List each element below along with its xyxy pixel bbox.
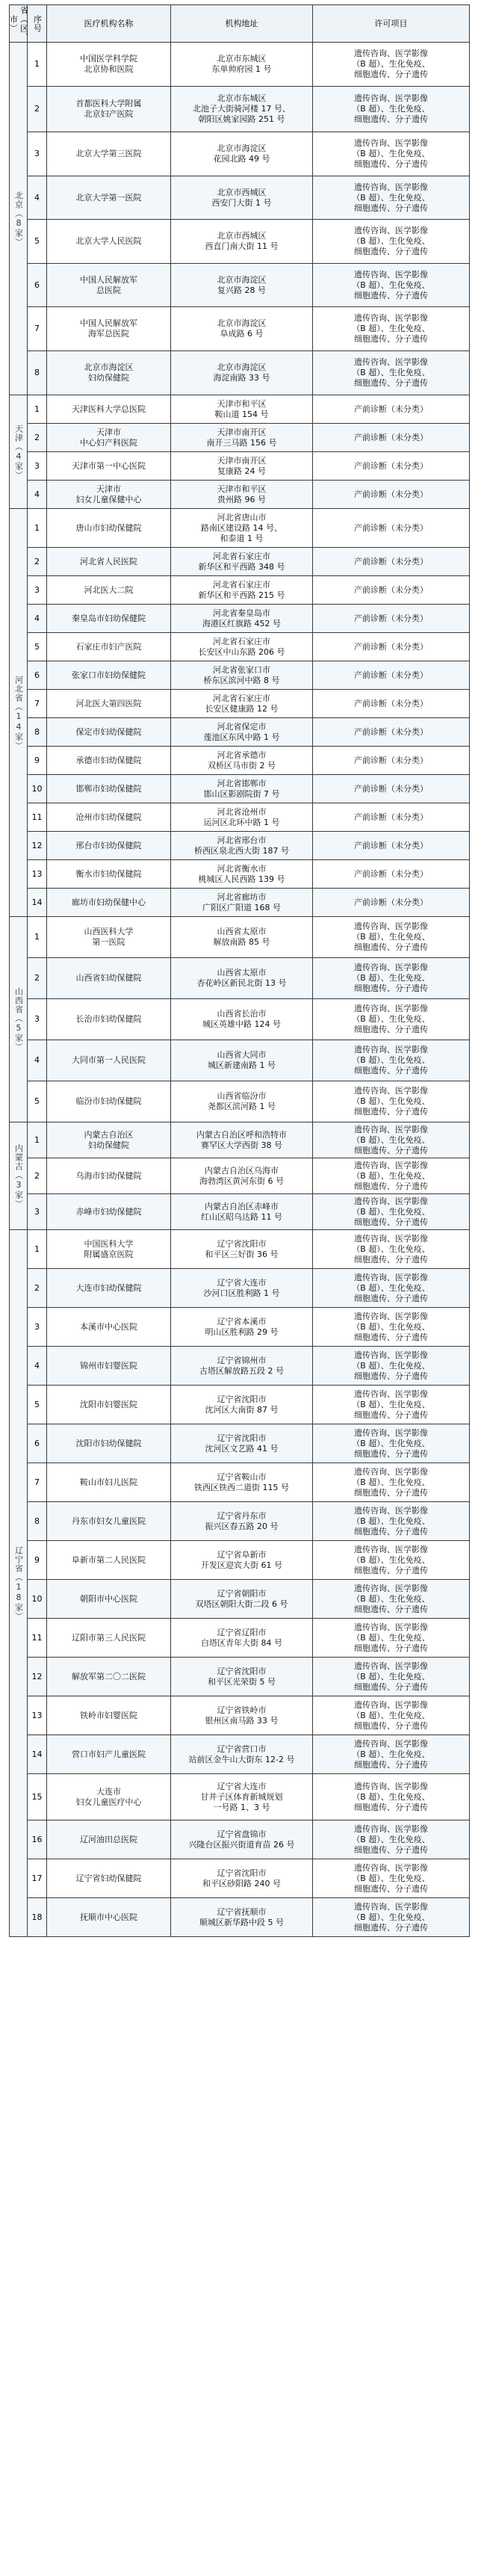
header-name: 医疗机构名称 — [47, 5, 171, 43]
row-index-cell: 13 — [28, 1696, 47, 1735]
license-items-cell: 遗传咨询、医学影像 （B 超）、生化免疫、 细胞遗传、分子遗传 — [313, 1194, 470, 1230]
institution-name-cell: 河北医大第四医院 — [47, 690, 171, 718]
institution-name-cell: 阜新市第二人民医院 — [47, 1541, 171, 1580]
row-index-cell: 7 — [28, 1463, 47, 1502]
institution-name-cell: 中国人民解放军 总医院 — [47, 264, 171, 307]
institution-address-cell: 辽宁省阜新市 开发区迎宾大街 61 号 — [171, 1541, 313, 1580]
table-row — [10, 889, 470, 917]
institution-name-cell: 河北医大二院 — [47, 576, 171, 605]
institution-name-cell: 乌海市妇幼保健院 — [47, 1158, 171, 1194]
license-items-cell: 遗传咨询、医学影像 （B 超）、生化免疫、 细胞遗传、分子遗传 — [313, 176, 470, 220]
institution-address-cell: 河北省邢台市 桥西区泉北西大街 187 号 — [171, 832, 313, 860]
row-index-cell: 15 — [28, 1774, 47, 1820]
province-cell: 河北省（14家） — [10, 509, 28, 917]
row-index-cell: 1 — [28, 1122, 47, 1158]
row-index-cell: 4 — [28, 1040, 47, 1081]
row-index-cell: 2 — [28, 1158, 47, 1194]
institution-name-cell: 石家庄市妇产医院 — [47, 633, 171, 661]
institution-address-cell: 辽宁省大连市 沙河口区胜利路 1 号 — [171, 1269, 313, 1308]
license-items-cell: 遗传咨询、医学影像 （B 超）、生化免疫、 细胞遗传、分子遗传 — [313, 1081, 470, 1122]
license-items-cell: 产前诊断（未分类） — [313, 576, 470, 605]
row-index-cell: 6 — [28, 264, 47, 307]
license-items-cell: 产前诊断（未分类） — [313, 775, 470, 803]
row-index-cell: 5 — [28, 633, 47, 661]
institution-name-cell: 大同市第一人民医院 — [47, 1040, 171, 1081]
table-row — [10, 1898, 470, 1937]
table-row — [10, 1386, 470, 1424]
institution-address-cell: 山西省大同市 城区新建南路 1 号 — [171, 1040, 313, 1081]
institution-name-cell: 铁岭市妇婴医院 — [47, 1696, 171, 1735]
license-items-cell: 产前诊断（未分类） — [313, 832, 470, 860]
row-index-cell: 1 — [28, 395, 47, 424]
institution-name-cell: 邯郸市妇幼保健院 — [47, 775, 171, 803]
row-index-cell: 10 — [28, 775, 47, 803]
row-index-cell: 3 — [28, 132, 47, 176]
table-row — [10, 661, 470, 690]
table-row — [10, 1463, 470, 1502]
institution-address-cell: 北京市西城区 西直门南大街 11 号 — [171, 220, 313, 264]
row-index-cell: 18 — [28, 1898, 47, 1937]
row-index-cell: 1 — [28, 917, 47, 958]
table-row — [10, 176, 470, 220]
row-index-cell: 8 — [28, 718, 47, 747]
row-index-cell: 2 — [28, 424, 47, 452]
institution-name-cell: 沧州市妇幼保健院 — [47, 803, 171, 832]
institution-name-cell: 抚顺市中心医院 — [47, 1898, 171, 1937]
institution-name-cell: 河北省人民医院 — [47, 548, 171, 576]
institution-name-cell: 首都医科大学附属 北京妇产医院 — [47, 87, 171, 132]
header-province: 省（区、市） — [8, 5, 29, 42]
institution-address-cell: 内蒙古自治区呼和浩特市 赛罕区大学西街 38 号 — [171, 1122, 313, 1158]
row-index-cell: 1 — [28, 509, 47, 548]
license-items-cell: 遗传咨询、医学影像 （B 超）、生化免疫、 细胞遗传、分子遗传 — [313, 1820, 470, 1859]
institution-address-cell: 河北省石家庄市 新华区和平西路 348 号 — [171, 548, 313, 576]
institution-name-cell: 北京大学第三医院 — [47, 132, 171, 176]
institution-address-cell: 河北省唐山市 路南区建设路 14 号、 和泰道 1 号 — [171, 509, 313, 548]
license-items-cell: 产前诊断（未分类） — [313, 509, 470, 548]
institution-address-cell: 山西省太原市 杏花岭区新民北街 13 号 — [171, 958, 313, 999]
institution-name-cell: 北京大学人民医院 — [47, 220, 171, 264]
row-index-cell: 11 — [28, 1619, 47, 1658]
license-items-cell: 遗传咨询、医学影像 （B 超）、生化免疫、 细胞遗传、分子遗传 — [313, 1308, 470, 1347]
license-items-cell: 遗传咨询、医学影像 （B 超）、生化免疫、 细胞遗传、分子遗传 — [313, 1463, 470, 1502]
row-index-cell: 4 — [28, 176, 47, 220]
institution-address-cell: 辽宁省沈阳市 沈河区文艺路 41 号 — [171, 1424, 313, 1463]
row-index-cell: 12 — [28, 1658, 47, 1696]
row-index-cell: 5 — [28, 1386, 47, 1424]
table-row — [10, 1735, 470, 1774]
row-index-cell: 4 — [28, 1347, 47, 1386]
license-items-cell: 遗传咨询、医学影像 （B 超）、生化免疫、 细胞遗传、分子遗传 — [313, 1696, 470, 1735]
institution-address-cell: 辽宁省沈阳市 和平区光荣街 5 号 — [171, 1658, 313, 1696]
institution-address-cell: 内蒙古自治区赤峰市 红山区昭乌达路 11 号 — [171, 1194, 313, 1230]
institution-address-cell: 河北省张家口市 桥东区滨河中路 8 号 — [171, 661, 313, 690]
institution-address-cell: 辽宁省辽阳市 白塔区青年大街 84 号 — [171, 1619, 313, 1658]
province-cell: 内蒙古（3家） — [10, 1122, 28, 1230]
institution-address-cell: 辽宁省本溪市 明山区胜利路 29 号 — [171, 1308, 313, 1347]
table-row — [10, 1580, 470, 1619]
table-row — [10, 1194, 470, 1230]
institution-name-cell: 天津市 妇女儿童保健中心 — [47, 481, 171, 509]
row-index-cell: 3 — [28, 576, 47, 605]
license-items-cell: 遗传咨询、医学影像 （B 超）、生化免疫、 细胞遗传、分子遗传 — [313, 1859, 470, 1898]
institution-address-cell: 辽宁省盘锦市 兴隆台区振兴街道育苗 26 号 — [171, 1820, 313, 1859]
table-row — [10, 605, 470, 633]
institution-address-cell: 河北省保定市 莲池区东风中路 1 号 — [171, 718, 313, 747]
license-items-cell: 遗传咨询、医学影像 （B 超）、生化免疫、 细胞遗传、分子遗传 — [313, 1898, 470, 1937]
row-index-cell: 4 — [28, 605, 47, 633]
table-row — [10, 1619, 470, 1658]
table-row — [10, 1122, 470, 1158]
table-row — [10, 747, 470, 775]
row-index-cell: 3 — [28, 999, 47, 1040]
institution-name-cell: 辽宁省妇幼保健院 — [47, 1859, 171, 1898]
institution-address-cell: 辽宁省营口市 站前区金牛山大街东 12-2 号 — [171, 1735, 313, 1774]
table-row — [10, 1859, 470, 1898]
table-row — [10, 1269, 470, 1308]
table-row — [10, 999, 470, 1040]
institution-name-cell: 鞍山市妇儿医院 — [47, 1463, 171, 1502]
table-row — [10, 633, 470, 661]
header-address: 机构地址 — [171, 5, 313, 43]
institution-address-cell: 河北省秦皇岛市 海港区红旗路 452 号 — [171, 605, 313, 633]
row-index-cell: 11 — [28, 803, 47, 832]
table-row — [10, 1658, 470, 1696]
header-license: 许可项目 — [313, 5, 470, 43]
institution-address-cell: 山西省长治市 城区英雄中路 124 号 — [171, 999, 313, 1040]
institution-address-cell: 北京市海淀区 阜成路 6 号 — [171, 307, 313, 351]
institution-address-cell: 北京市海淀区 复兴路 28 号 — [171, 264, 313, 307]
license-items-cell: 遗传咨询、医学影像 （B 超）、生化免疫、 细胞遗传、分子遗传 — [313, 307, 470, 351]
institution-name-cell: 秦皇岛市妇幼保健院 — [47, 605, 171, 633]
institution-name-cell: 中国医学科学院 北京协和医院 — [47, 43, 171, 87]
license-items-cell: 遗传咨询、医学影像 （B 超）、生化免疫、 细胞遗传、分子遗传 — [313, 1269, 470, 1308]
license-items-cell: 遗传咨询、医学影像 （B 超）、生化免疫、 细胞遗传、分子遗传 — [313, 1040, 470, 1081]
institution-address-cell: 内蒙古自治区乌海市 海勃湾区黄河东街 6 号 — [171, 1158, 313, 1194]
license-items-cell: 产前诊断（未分类） — [313, 889, 470, 917]
row-index-cell: 7 — [28, 307, 47, 351]
institution-name-cell: 山西医科大学 第一医院 — [47, 917, 171, 958]
license-items-cell: 遗传咨询、医学影像 （B 超）、生化免疫、 细胞遗传、分子遗传 — [313, 1158, 470, 1194]
license-items-cell: 遗传咨询、医学影像 （B 超）、生化免疫、 细胞遗传、分子遗传 — [313, 1580, 470, 1619]
license-items-cell: 遗传咨询、医学影像 （B 超）、生化免疫、 细胞遗传、分子遗传 — [313, 1386, 470, 1424]
table-row — [10, 220, 470, 264]
row-index-cell: 8 — [28, 351, 47, 395]
institution-address-cell: 辽宁省朝阳市 双塔区朝阳大街二段 6 号 — [171, 1580, 313, 1619]
license-items-cell: 产前诊断（未分类） — [313, 661, 470, 690]
institution-name-cell: 营口市妇产儿童医院 — [47, 1735, 171, 1774]
institution-address-cell: 山西省临汾市 尧都区滨河路 1 号 — [171, 1081, 313, 1122]
license-items-cell: 遗传咨询、医学影像 （B 超）、生化免疫、 细胞遗传、分子遗传 — [313, 220, 470, 264]
institution-name-cell: 保定市妇幼保健院 — [47, 718, 171, 747]
table-row — [10, 1308, 470, 1347]
province-cell: 北京（8家） — [10, 43, 28, 395]
table-row — [10, 395, 470, 424]
table-row — [10, 548, 470, 576]
province-cell: 天津（4家） — [10, 395, 28, 509]
license-items-cell: 产前诊断（未分类） — [313, 690, 470, 718]
table-row — [10, 1347, 470, 1386]
row-index-cell: 2 — [28, 87, 47, 132]
row-index-cell: 2 — [28, 1269, 47, 1308]
institution-address-cell: 辽宁省沈阳市 沈河区大南街 87 号 — [171, 1386, 313, 1424]
institution-address-cell: 天津市和平区 贵州路 96 号 — [171, 481, 313, 509]
table-row — [10, 307, 470, 351]
license-items-cell: 产前诊断（未分类） — [313, 395, 470, 424]
license-items-cell: 产前诊断（未分类） — [313, 747, 470, 775]
table-row — [10, 832, 470, 860]
table-row — [10, 690, 470, 718]
table-row — [10, 1502, 470, 1541]
license-items-cell: 产前诊断（未分类） — [313, 633, 470, 661]
institution-name-cell: 沈阳市妇幼保健院 — [47, 1424, 171, 1463]
license-items-cell: 遗传咨询、医学影像 （B 超）、生化免疫、 细胞遗传、分子遗传 — [313, 1502, 470, 1541]
table-row — [10, 803, 470, 832]
license-items-cell: 产前诊断（未分类） — [313, 452, 470, 481]
row-index-cell: 17 — [28, 1859, 47, 1898]
institution-address-cell: 河北省石家庄市 长安区中山东路 206 号 — [171, 633, 313, 661]
institution-name-cell: 北京市海淀区 妇幼保健院 — [47, 351, 171, 395]
license-items-cell: 遗传咨询、医学影像 （B 超）、生化免疫、 细胞遗传、分子遗传 — [313, 87, 470, 132]
table-row — [10, 509, 470, 548]
license-items-cell: 遗传咨询、医学影像 （B 超）、生化免疫、 细胞遗传、分子遗传 — [313, 1230, 470, 1269]
row-index-cell: 9 — [28, 1541, 47, 1580]
table-row — [10, 351, 470, 395]
table-row — [10, 132, 470, 176]
institution-name-cell: 赤峰市妇幼保健院 — [47, 1194, 171, 1230]
table-row — [10, 958, 470, 999]
table-row — [10, 424, 470, 452]
institution-name-cell: 山西省妇幼保健院 — [47, 958, 171, 999]
table-row — [10, 1424, 470, 1463]
institution-name-cell: 邢台市妇幼保健院 — [47, 832, 171, 860]
institution-name-cell: 长治市妇幼保健院 — [47, 999, 171, 1040]
institution-name-cell: 天津市 中心妇产科医院 — [47, 424, 171, 452]
table-row — [10, 1820, 470, 1859]
license-items-cell: 遗传咨询、医学影像 （B 超）、生化免疫、 细胞遗传、分子遗传 — [313, 1735, 470, 1774]
row-index-cell: 3 — [28, 452, 47, 481]
row-index-cell: 12 — [28, 832, 47, 860]
institution-name-cell: 本溪市中心医院 — [47, 1308, 171, 1347]
institution-address-cell: 河北省石家庄市 长安区健康路 12 号 — [171, 690, 313, 718]
institution-address-cell: 北京市海淀区 海淀南路 33 号 — [171, 351, 313, 395]
institution-address-cell: 辽宁省鞍山市 铁西区铁西二道街 115 号 — [171, 1463, 313, 1502]
institution-name-cell: 衡水市妇幼保健院 — [47, 860, 171, 889]
table-row — [10, 481, 470, 509]
institution-address-cell: 辽宁省抚顺市 顺城区新华路中段 5 号 — [171, 1898, 313, 1937]
license-items-cell: 遗传咨询、医学影像 （B 超）、生化免疫、 细胞遗传、分子遗传 — [313, 132, 470, 176]
table-row — [10, 452, 470, 481]
table-row — [10, 576, 470, 605]
table-row — [10, 43, 470, 87]
license-items-cell: 产前诊断（未分类） — [313, 860, 470, 889]
license-items-cell: 产前诊断（未分类） — [313, 605, 470, 633]
institution-address-cell: 河北省沧州市 运河区北环中路 1 号 — [171, 803, 313, 832]
license-items-cell: 产前诊断（未分类） — [313, 481, 470, 509]
institution-name-cell: 北京大学第一医院 — [47, 176, 171, 220]
header-index: 序号 — [28, 5, 47, 43]
license-items-cell: 产前诊断（未分类） — [313, 548, 470, 576]
row-index-cell: 9 — [28, 747, 47, 775]
table-row — [10, 1040, 470, 1081]
institution-address-cell: 河北省邯郸市 邯山区影剧院街 7 号 — [171, 775, 313, 803]
license-items-cell: 遗传咨询、医学影像 （B 超）、生化免疫、 细胞遗传、分子遗传 — [313, 264, 470, 307]
province-cell: 山西省（5家） — [10, 917, 28, 1122]
license-items-cell: 遗传咨询、医学影像 （B 超）、生化免疫、 细胞遗传、分子遗传 — [313, 958, 470, 999]
institution-address-cell: 天津市和平区 鞍山道 154 号 — [171, 395, 313, 424]
institution-name-cell: 承德市妇幼保健院 — [47, 747, 171, 775]
license-items-cell: 产前诊断（未分类） — [313, 803, 470, 832]
license-items-cell: 遗传咨询、医学影像 （B 超）、生化免疫、 细胞遗传、分子遗传 — [313, 1424, 470, 1463]
table-row — [10, 775, 470, 803]
row-index-cell: 3 — [28, 1194, 47, 1230]
institution-name-cell: 解放军第二〇二医院 — [47, 1658, 171, 1696]
institution-address-cell: 辽宁省沈阳市 和平区砂阳路 240 号 — [171, 1859, 313, 1898]
institution-name-cell: 大连市妇幼保健院 — [47, 1269, 171, 1308]
institution-address-cell: 辽宁省沈阳市 和平区三好街 36 号 — [171, 1230, 313, 1269]
row-index-cell: 4 — [28, 481, 47, 509]
institution-name-cell: 中国人民解放军 海军总医院 — [47, 307, 171, 351]
header-row — [10, 5, 470, 43]
institution-name-cell: 中国医科大学 附属盛京医院 — [47, 1230, 171, 1269]
institution-address-cell: 辽宁省锦州市 古塔区解放路五段 2 号 — [171, 1347, 313, 1386]
institution-name-cell: 内蒙古自治区 妇幼保健院 — [47, 1122, 171, 1158]
institution-name-cell: 丹东市妇女儿童医院 — [47, 1502, 171, 1541]
institution-address-cell: 北京市海淀区 花园北路 49 号 — [171, 132, 313, 176]
license-items-cell: 遗传咨询、医学影像 （B 超）、生化免疫、 细胞遗传、分子遗传 — [313, 43, 470, 87]
institution-name-cell: 唐山市妇幼保健院 — [47, 509, 171, 548]
license-items-cell: 产前诊断（未分类） — [313, 424, 470, 452]
institution-name-cell: 廊坊市妇幼保健中心 — [47, 889, 171, 917]
table-row — [10, 718, 470, 747]
row-index-cell: 3 — [28, 1308, 47, 1347]
institution-address-cell: 辽宁省铁岭市 银州区南马路 33 号 — [171, 1696, 313, 1735]
institution-name-cell: 天津市第一中心医院 — [47, 452, 171, 481]
institution-address-cell: 北京市西城区 西安门大街 1 号 — [171, 176, 313, 220]
table-row — [10, 1774, 470, 1820]
institution-table-container — [9, 4, 469, 1937]
institution-address-cell: 天津市南开区 复康路 24 号 — [171, 452, 313, 481]
institution-address-cell: 辽宁省大连市 甘井子区体育新城规划 一号路 1、3 号 — [171, 1774, 313, 1820]
row-index-cell: 1 — [28, 43, 47, 87]
license-items-cell: 遗传咨询、医学影像 （B 超）、生化免疫、 细胞遗传、分子遗传 — [313, 1658, 470, 1696]
row-index-cell: 14 — [28, 1735, 47, 1774]
institution-address-cell: 河北省承德市 双桥区马市街 2 号 — [171, 747, 313, 775]
institution-table — [9, 4, 470, 1937]
license-items-cell: 遗传咨询、医学影像 （B 超）、生化免疫、 细胞遗传、分子遗传 — [313, 1619, 470, 1658]
row-index-cell: 16 — [28, 1820, 47, 1859]
table-row — [10, 1696, 470, 1735]
institution-name-cell: 沈阳市妇婴医院 — [47, 1386, 171, 1424]
institution-address-cell: 山西省太原市 解放南路 85 号 — [171, 917, 313, 958]
institution-name-cell: 辽河油田总医院 — [47, 1820, 171, 1859]
institution-address-cell: 北京市东城区 北池子大街骑河楼 17 号、 朝阳区姚家园路 251 号 — [171, 87, 313, 132]
institution-address-cell: 北京市东城区 东单帅府园 1 号 — [171, 43, 313, 87]
row-index-cell: 1 — [28, 1230, 47, 1269]
institution-name-cell: 大连市 妇女儿童医疗中心 — [47, 1774, 171, 1820]
license-items-cell: 遗传咨询、医学影像 （B 超）、生化免疫、 细胞遗传、分子遗传 — [313, 999, 470, 1040]
province-cell: 辽宁省（18家） — [10, 1230, 28, 1937]
institution-name-cell: 辽阳市第三人民医院 — [47, 1619, 171, 1658]
institution-address-cell: 河北省廊坊市 广阳区广阳道 168 号 — [171, 889, 313, 917]
table-row — [10, 1230, 470, 1269]
license-items-cell: 遗传咨询、医学影像 （B 超）、生化免疫、 细胞遗传、分子遗传 — [313, 1122, 470, 1158]
row-index-cell: 2 — [28, 548, 47, 576]
row-index-cell: 5 — [28, 1081, 47, 1122]
table-row — [10, 1158, 470, 1194]
row-index-cell: 2 — [28, 958, 47, 999]
row-index-cell: 7 — [28, 690, 47, 718]
institution-name-cell: 锦州市妇婴医院 — [47, 1347, 171, 1386]
row-index-cell: 5 — [28, 220, 47, 264]
institution-address-cell: 辽宁省丹东市 振兴区春五路 20 号 — [171, 1502, 313, 1541]
table-row — [10, 87, 470, 132]
row-index-cell: 14 — [28, 889, 47, 917]
institution-address-cell: 河北省石家庄市 新华区和平西路 215 号 — [171, 576, 313, 605]
row-index-cell: 6 — [28, 661, 47, 690]
institution-name-cell: 天津医科大学总医院 — [47, 395, 171, 424]
row-index-cell: 10 — [28, 1580, 47, 1619]
institution-address-cell: 河北省衡水市 桃城区人民西路 139 号 — [171, 860, 313, 889]
row-index-cell: 13 — [28, 860, 47, 889]
table-body — [10, 43, 470, 1937]
institution-name-cell: 朝阳市中心医院 — [47, 1580, 171, 1619]
license-items-cell: 遗传咨询、医学影像 （B 超）、生化免疫、 细胞遗传、分子遗传 — [313, 1541, 470, 1580]
license-items-cell: 遗传咨询、医学影像 （B 超）、生化免疫、 细胞遗传、分子遗传 — [313, 1347, 470, 1386]
license-items-cell: 产前诊断（未分类） — [313, 718, 470, 747]
table-row — [10, 1541, 470, 1580]
row-index-cell: 8 — [28, 1502, 47, 1541]
license-items-cell: 遗传咨询、医学影像 （B 超）、生化免疫、 细胞遗传、分子遗传 — [313, 917, 470, 958]
license-items-cell: 遗传咨询、医学影像 （B 超）、生化免疫、 细胞遗传、分子遗传 — [313, 1774, 470, 1820]
row-index-cell: 6 — [28, 1424, 47, 1463]
institution-name-cell: 临汾市妇幼保健院 — [47, 1081, 171, 1122]
institution-name-cell: 张家口市妇幼保健院 — [47, 661, 171, 690]
table-row — [10, 264, 470, 307]
table-row — [10, 1081, 470, 1122]
license-items-cell: 遗传咨询、医学影像 （B 超）、生化免疫、 细胞遗传、分子遗传 — [313, 351, 470, 395]
table-row — [10, 860, 470, 889]
table-row — [10, 917, 470, 958]
institution-address-cell: 天津市南开区 南开三马路 156 号 — [171, 424, 313, 452]
